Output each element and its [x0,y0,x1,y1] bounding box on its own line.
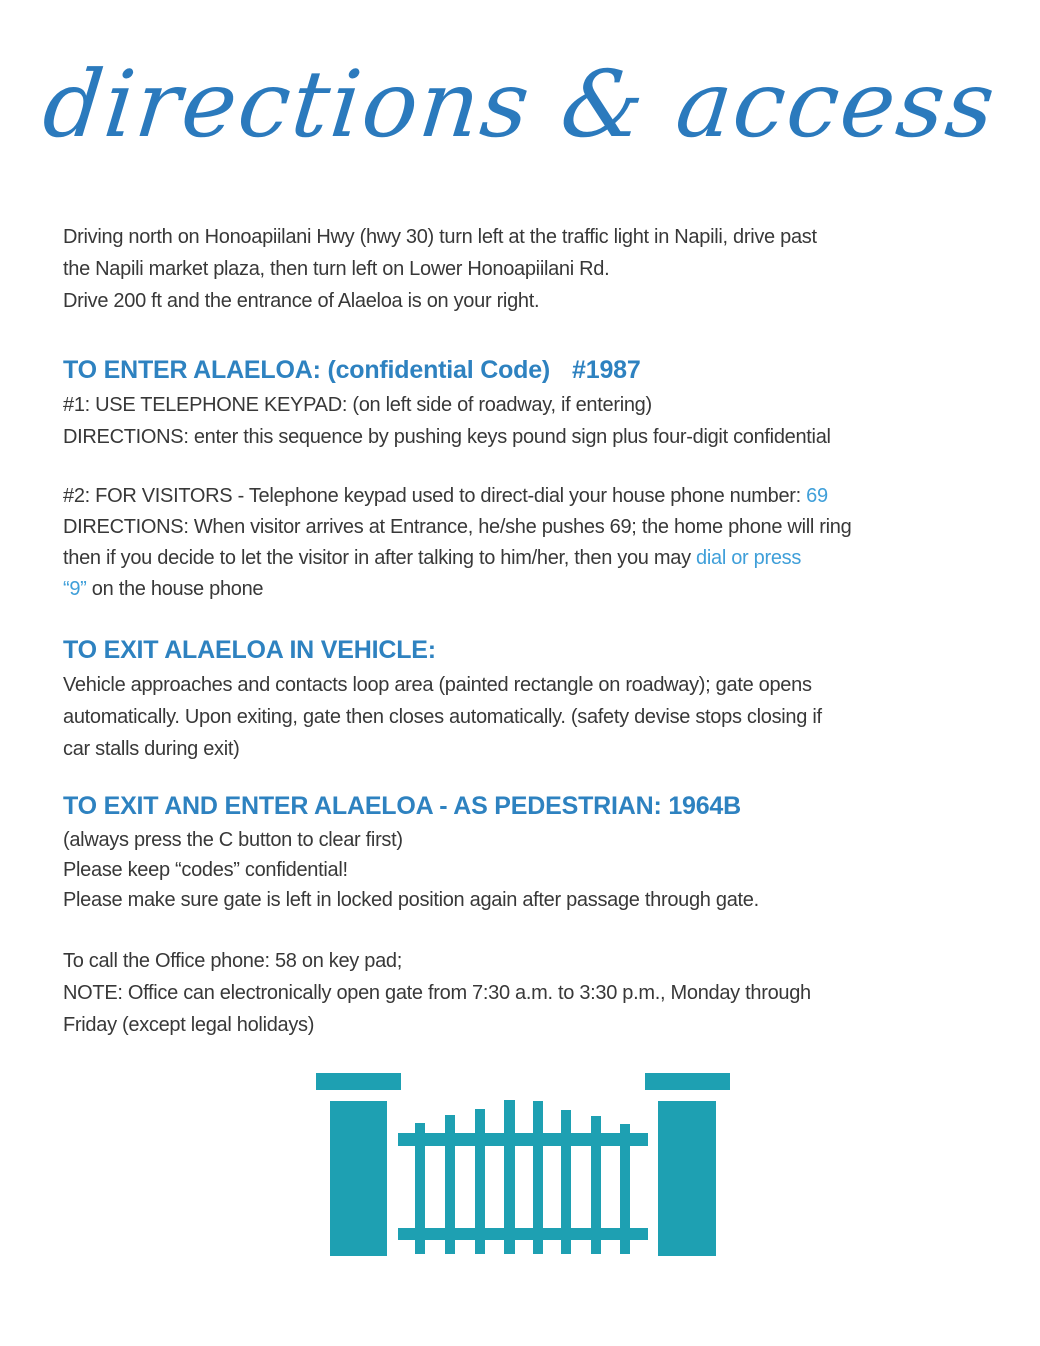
exit-vehicle-line: car stalls during exit) [63,738,240,760]
visitor-dial-code: 69 [806,485,828,507]
visitors-line [63,543,982,574]
office-line: NOTE: Office can electronically open gate from 7:30 a.m. to 3:30 p.m., Monday through [63,982,811,1004]
exit-vehicle-heading: TO EXIT ALAELOA IN VEHICLE: [63,636,436,664]
pedestrian-line: Please make sure gate is left in locked position again after passage through gate. [63,889,759,911]
dial-or-press-highlight: dial or press [696,547,802,569]
office-phone-section [63,945,982,1041]
pedestrian-section [63,791,982,915]
pedestrian-line: Please keep “codes” confidential! [63,859,348,881]
visitors-line3-text: then if you decide to let the visitor in after talking to him/her, then you may [63,547,697,569]
office-line: To call the Office phone: 58 on key pad; [63,950,402,972]
page-title [0,0,1040,197]
visitors-line4-text: on the house phone [86,578,264,600]
pedestrian-heading: TO EXIT AND ENTER ALAELOA - AS PEDESTRIAN: 1964B [63,792,741,820]
intro-line: Driving north on Honoapiilani Hwy (hwy 30) turn left at the traffic light in Napili, drive past [63,226,817,248]
driving-directions-paragraph [63,221,982,317]
enter-alaeloa-heading [63,355,982,385]
press-nine-highlight: “9” [63,578,87,600]
exit-vehicle-line: Vehicle approaches and contacts loop area (painted rectangle on roadway); gate opens [63,674,812,696]
enter-alaeloa-heading-text: TO ENTER ALAELOA: (confidential Code) [63,356,551,384]
enter-line: #1: USE TELEPHONE KEYPAD: (on left side of roadway, if entering) [63,394,652,416]
visitors-line [63,481,982,512]
visitors-section [63,481,982,605]
exit-vehicle-section [63,635,982,765]
confidential-code: #1987 [572,356,641,384]
office-line: Friday (except legal holidays) [63,1014,315,1036]
visitors-line: DIRECTIONS: When visitor arrives at Entrance, he/she pushes 69; the home phone will ring [63,516,852,538]
flyer-content [0,221,1040,1256]
visitors-line1-text: #2: FOR VISITORS - Telephone keypad used to direct-dial your house phone number: [63,485,807,507]
pedestrian-line: (always press the C button to clear first) [63,829,403,851]
visitors-line [63,574,982,605]
enter-alaeloa-section [63,355,982,453]
page-title-text: directions & access [38,51,1002,158]
intro-line: the Napili market plaza, then turn left on Lower Honoapiilani Rd. [63,258,610,280]
enter-line: DIRECTIONS: enter this sequence by pushing keys pound sign plus four-digit confidential [63,426,831,448]
exit-vehicle-line: automatically. Upon exiting, gate then closes automatically. (safety devise stops closing if [63,706,822,728]
gate-icon [316,1073,730,1256]
gate-illustration [63,1073,982,1256]
intro-line: Drive 200 ft and the entrance of Alaeloa is on your right. [63,290,540,312]
